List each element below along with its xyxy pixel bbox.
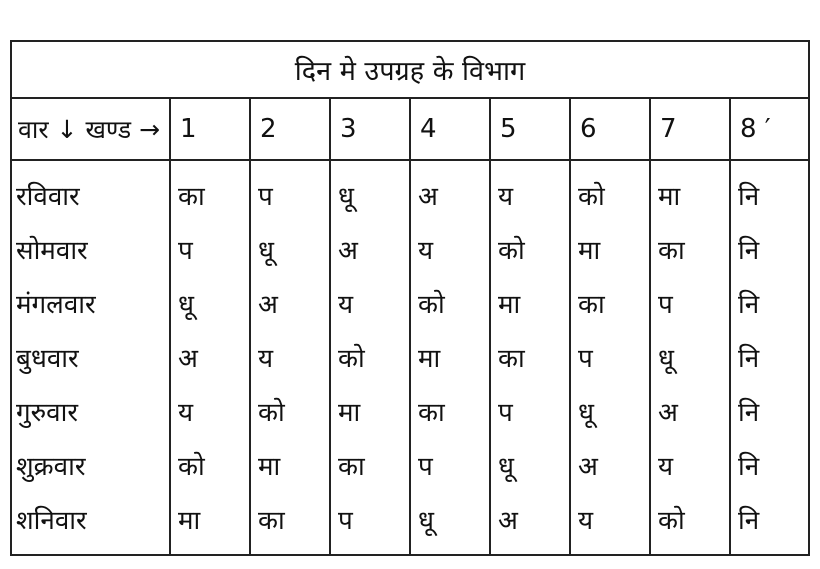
column-header: 2: [260, 114, 277, 144]
table-cell: अ: [658, 398, 678, 428]
table-cell: य: [178, 398, 194, 428]
table-cell: प: [418, 452, 433, 482]
segment-column-5: [490, 160, 570, 556]
day-label: मंगलवार: [16, 290, 96, 320]
day-label: शुक्रवार: [16, 452, 86, 482]
table-cell: अ: [258, 290, 278, 320]
table-cell: य: [578, 506, 594, 536]
column-header: 1: [180, 114, 197, 144]
column-header: 8 ′: [740, 114, 771, 144]
table-cell: अ: [178, 344, 198, 374]
table-cell: अ: [418, 182, 438, 212]
segment-column-3: [330, 160, 410, 556]
table-cell: का: [178, 182, 205, 212]
table-cell: नि: [738, 398, 760, 428]
table-cell: य: [418, 236, 434, 266]
table-cell: नि: [738, 452, 760, 482]
table-cell: य: [658, 452, 674, 482]
table-cell: प: [498, 398, 513, 428]
column-header: 7: [660, 114, 677, 144]
table-title: दिन मे उपग्रह के विभाग: [294, 55, 526, 87]
column-header: 5: [500, 114, 517, 144]
table-cell: का: [498, 344, 525, 374]
table-cell: नि: [738, 506, 760, 536]
table-cell: य: [498, 182, 514, 212]
table-cell: का: [578, 290, 605, 320]
table-cell: को: [498, 236, 525, 266]
table-cell: मा: [578, 236, 601, 266]
day-label: बुधवार: [16, 344, 79, 374]
table-cell: को: [178, 452, 205, 482]
table-cell: का: [658, 236, 685, 266]
table-cell: धू: [258, 236, 274, 266]
day-label: सोमवार: [16, 236, 88, 266]
table-cell: धू: [498, 452, 514, 482]
table-cell: मा: [658, 182, 681, 212]
table-cell: प: [658, 290, 673, 320]
upagraha-table: [10, 40, 810, 556]
table-cell: धू: [658, 344, 674, 374]
table-cell: का: [338, 452, 365, 482]
day-label: गुरुवार: [16, 398, 79, 428]
table-cell: को: [258, 398, 285, 428]
table-cell: नि: [738, 236, 760, 266]
table-cell: मा: [258, 452, 281, 482]
segment-column-8: [730, 160, 810, 556]
day-column: [10, 160, 170, 556]
table-cell: प: [258, 182, 273, 212]
table-cell: को: [418, 290, 445, 320]
segment-column-4: [410, 160, 490, 556]
table-cell: प: [178, 236, 193, 266]
table-cell: धू: [418, 506, 434, 536]
table-cell: मा: [338, 398, 361, 428]
table-cell: य: [258, 344, 274, 374]
table-cell: य: [338, 290, 354, 320]
table-cell: का: [258, 506, 285, 536]
table-cell: मा: [498, 290, 521, 320]
table-cell: नि: [738, 290, 760, 320]
day-label: शनिवार: [16, 506, 87, 536]
segment-column-6: [570, 160, 650, 556]
table-cell: अ: [578, 452, 598, 482]
table-cell: अ: [498, 506, 518, 536]
table-cell: प: [338, 506, 353, 536]
table-cell: धू: [578, 398, 594, 428]
corner-header: वार ↓ खण्ड →: [18, 115, 161, 144]
table-cell: नि: [738, 344, 760, 374]
segment-column-7: [650, 160, 730, 556]
table-cell: का: [418, 398, 445, 428]
table-cell: मा: [418, 344, 441, 374]
column-header: 4: [420, 114, 437, 144]
day-label: रविवार: [16, 182, 80, 212]
table-cell: मा: [178, 506, 201, 536]
table-cell: को: [338, 344, 365, 374]
table-cell: को: [658, 506, 685, 536]
table-cell: को: [578, 182, 605, 212]
table-cell: नि: [738, 182, 760, 212]
column-header: 3: [340, 114, 357, 144]
table-cell: धू: [338, 182, 354, 212]
table-cell: धू: [178, 290, 194, 320]
segment-column-2: [250, 160, 330, 556]
table-cell: प: [578, 344, 593, 374]
segment-column-1: [170, 160, 250, 556]
column-header: 6: [580, 114, 597, 144]
table-cell: अ: [338, 236, 358, 266]
